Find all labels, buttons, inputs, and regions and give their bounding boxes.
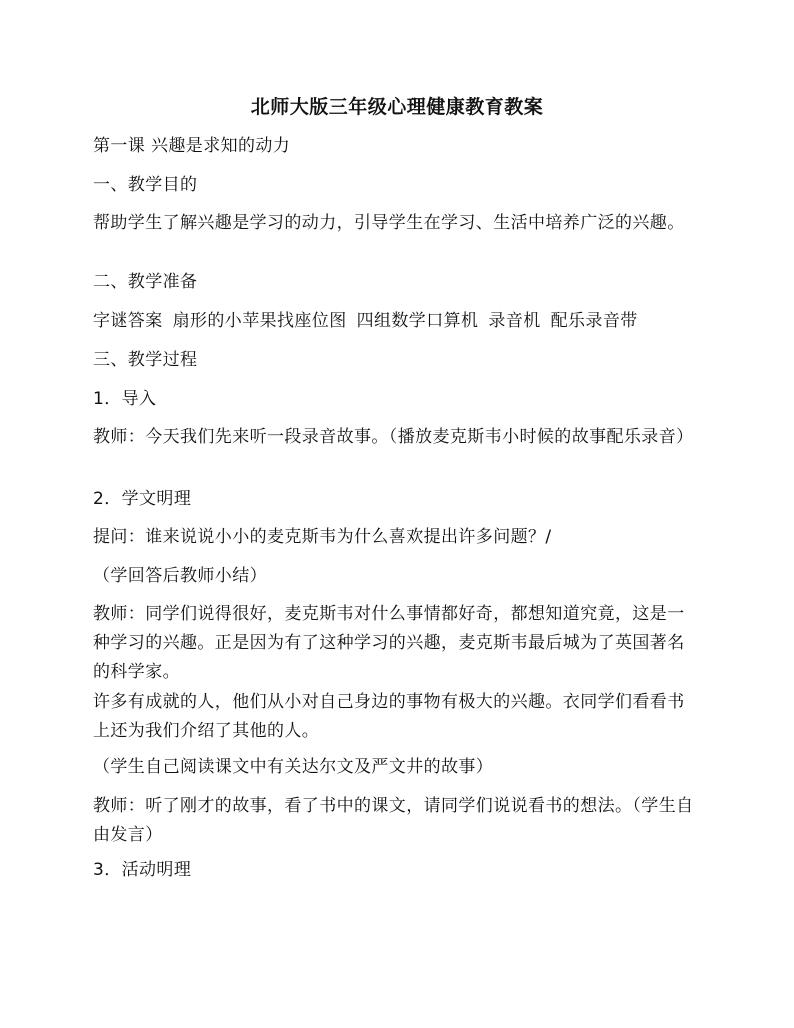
step2-note: （学回答后教师小结） (93, 566, 267, 586)
step2-teacher-text-2: 教师：听了刚才的故事，看了书中的课文，请同学们说说看书的想法。（学生自由发言） (93, 796, 694, 845)
step1-teacher-text: 教师：今天我们先来听一段录音故事。（播放麦克斯韦小时候的故事配乐录音） (93, 427, 694, 447)
step2-question: 提问：谁来说说小小的麦克斯韦为什么喜欢提出许多问题？/ (93, 527, 552, 547)
document-title: 北师大版三年级心理健康教育教案 (250, 96, 544, 118)
section2-heading: 二、教学准备 (93, 272, 198, 292)
material-item: 配乐录音带 (550, 311, 638, 331)
section3-heading: 三、教学过程 (93, 350, 198, 370)
step3-heading: 3．活动明理 (93, 860, 192, 880)
step2-paragraph: 许多有成就的人，他们从小对自己身边的事物有极大的兴趣。衣同学们看看书上还为我们介绍了其他的人。 (93, 692, 685, 741)
material-item: 四组数学口算机 (356, 311, 479, 331)
lesson-title: 第一课 兴趣是求知的动力 (93, 136, 291, 156)
section1-body: 帮助学生了解兴趣是学习的动力，引导学生在学习、生活中培养广泛的兴趣。 (93, 213, 685, 233)
material-item: 扇形的小苹果找座位图 (172, 311, 347, 331)
section1-heading: 一、教学目的 (93, 175, 198, 195)
material-item: 字谜答案 (93, 311, 163, 331)
material-item: 录音机 (488, 311, 541, 331)
step2-teacher-text: 教师：同学们说得很好，麦克斯韦对什么事情都好奇，都想知道究竟，这是一种学习的兴趣。正是因为有了这种学习的兴趣，麦克斯韦最后城为了英国著名的科学家。 (93, 604, 685, 682)
step1-heading: 1．导入 (93, 389, 157, 409)
step2-heading: 2．学文明理 (93, 489, 192, 509)
step2-reading-note: （学生自己阅读课文中有关达尔文及严文井的故事） (93, 757, 494, 777)
materials-list (93, 307, 699, 336)
